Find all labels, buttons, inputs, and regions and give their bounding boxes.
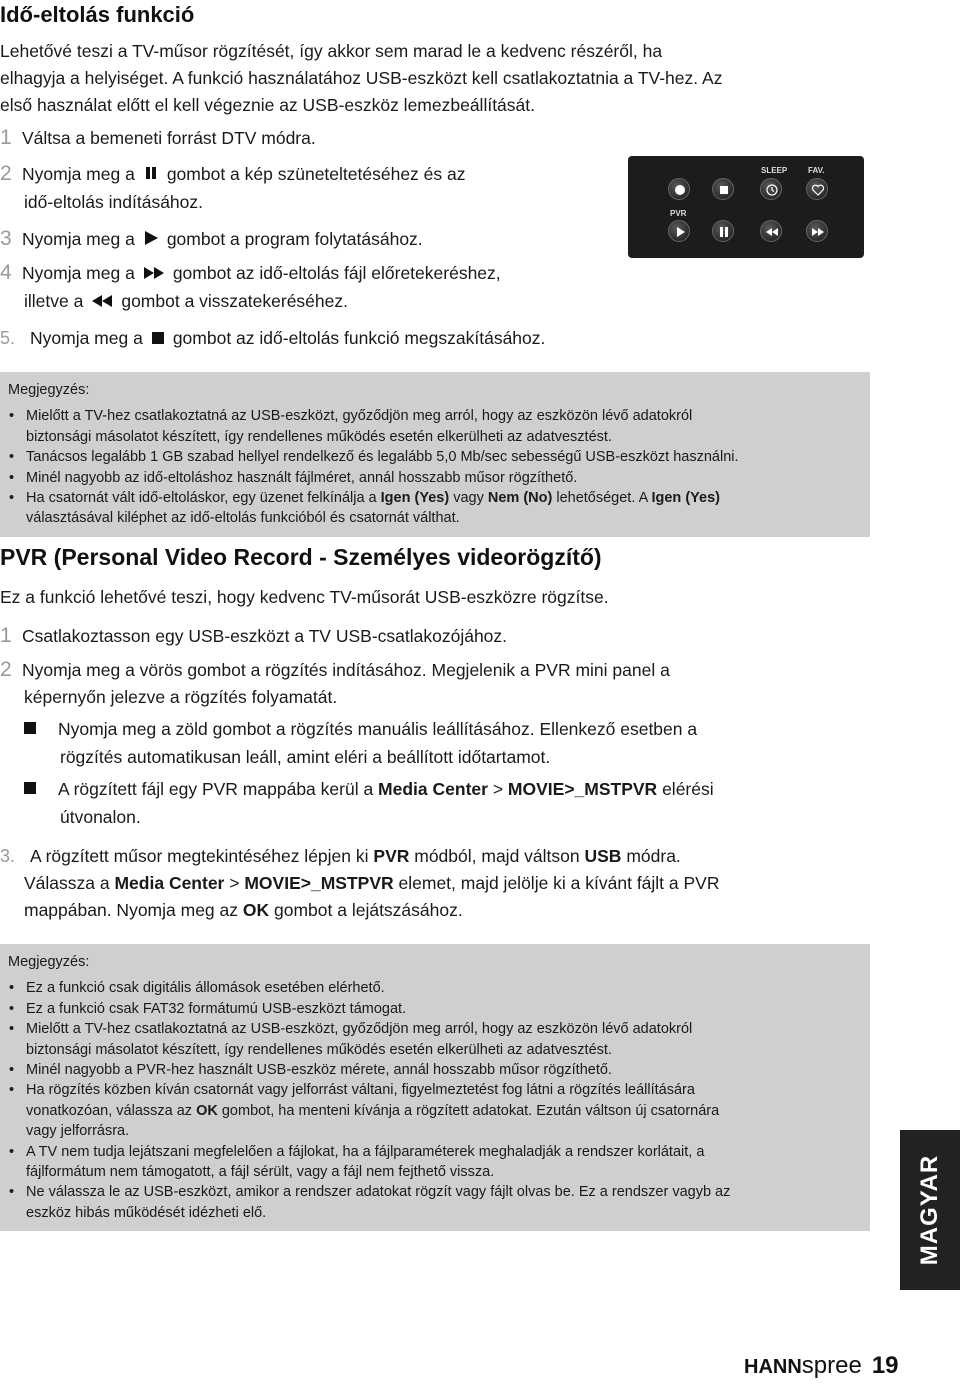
step-text: gombot az idő-eltolás funkció megszakításához. xyxy=(172,328,546,348)
step-5 xyxy=(0,325,545,353)
favorite-button[interactable] xyxy=(806,178,828,200)
step-text: gombot a kép szüneteltetéséhez és az xyxy=(166,164,466,184)
play-icon xyxy=(143,227,159,254)
step-3 xyxy=(0,225,423,254)
pause-button[interactable] xyxy=(712,220,734,242)
step-1 xyxy=(0,124,316,152)
note-title: Megjegyzés: xyxy=(8,954,90,970)
note-box-1 xyxy=(0,372,870,537)
note-box-2 xyxy=(0,944,870,1231)
language-tab-label: MAGYAR xyxy=(916,1154,943,1266)
bullet-text: rögzítés automatikusan leáll, amint eléri a beállított időtartamot. xyxy=(60,746,551,767)
step-4 xyxy=(0,259,501,316)
bullet-text: Nyomja meg a zöld gombot a rögzítés manuális leállításához. Ellenkező esetben a xyxy=(58,719,698,739)
intro-line: Lehetővé teszi a TV-műsor rögzítését, így akkor sem marad le a kedvenc részéről, ha xyxy=(0,41,663,61)
page-number: 19 xyxy=(871,1352,899,1379)
square-bullet-icon xyxy=(24,782,36,794)
pvr-bullet-1 xyxy=(24,716,697,771)
note-item: • Minél nagyobb a PVR-hez használt USB-eszköz mérete, annál hosszabb műsor rögzíthető. xyxy=(8,1060,858,1080)
rewind-button[interactable] xyxy=(760,220,782,242)
step-2 xyxy=(0,160,466,216)
step-text: Nyomja meg a xyxy=(22,164,135,184)
fast-forward-icon xyxy=(143,261,165,288)
intro-line: elhagyja a helyiséget. A funkció használatához USB-eszközt kell csatlakoztatnia a TV-hez. Az xyxy=(0,68,723,88)
language-tab xyxy=(900,1130,960,1290)
pvr-step-1 xyxy=(0,622,507,650)
step-number: 5. xyxy=(0,328,16,348)
step-text: gombot az idő-eltolás fájl előretekeréshez, xyxy=(172,263,501,283)
step-text: idő-eltolás indításához. xyxy=(24,192,203,212)
note-item: • Ne válassza le az USB-eszközt, amikor a rendszer adatokat rögzít vagy fájlt olvas be. Ez a rendszer vagyb az eszköz hibás működését idézheti elő. xyxy=(8,1182,858,1223)
note-item: • Ha csatornát vált idő-eltoláskor, egy üzenet felkínálja a Igen (Yes) vagy Nem (No) lehetőséget. A Igen (Yes) választásával kiléphet az idő-eltolás funkcióból és csatornát válthat. xyxy=(8,488,858,529)
step-number: 2 xyxy=(0,658,12,681)
fast-forward-button[interactable] xyxy=(806,220,828,242)
intro-line: első használat előtt el kell végeznie az USB-eszköz lemezbeállítását. xyxy=(0,95,535,115)
pvr-bullet-2: A rögzített fájl egy PVR mappába kerül a Media Center > MOVIE>_MSTPVR elérési útvonalon. xyxy=(24,776,714,831)
brand-logo-spree: spree xyxy=(801,1352,862,1379)
step-text: Nyomja meg a xyxy=(22,263,135,283)
step-number: 1 xyxy=(0,624,12,647)
section-title-timeshift: Idő-eltolás funkció xyxy=(0,2,195,27)
step-text: gombot a program folytatásához. xyxy=(166,229,423,249)
page-footer xyxy=(744,1352,899,1380)
note-title: Megjegyzés: xyxy=(8,382,90,398)
step-text: képernyőn jelezve a rögzítés folyamatát. xyxy=(24,687,338,707)
step-text: gombot a visszatekeréséhez. xyxy=(121,291,348,311)
remote-control-panel xyxy=(628,156,864,258)
stop-icon xyxy=(151,326,165,353)
note-item: • Mielőtt a TV-hez csatlakoztatná az USB-eszközt, győződjön meg arról, hogy az eszközön lévő adatokról biztonsági másolatot készített, így rendellenes működés esetén elkerülheti az adatvesztést. xyxy=(8,1019,858,1060)
step-text: Nyomja meg a vörös gombot a rögzítés indításához. Megjelenik a PVR mini panel a xyxy=(22,660,670,680)
step-number: 3 xyxy=(0,227,12,250)
note-item: • A TV nem tudja lejátszani megfelelően a fájlokat, ha a fájlparaméterek meghaladják a rendszer korlátait, a fájlformátum nem támogatott, a fájl sérült, vagy a fájl nem fejthető vissza. xyxy=(8,1142,858,1183)
step-text: Csatlakoztasson egy USB-eszközt a TV USB-csatlakozójához. xyxy=(22,626,508,646)
square-bullet-icon xyxy=(24,722,36,734)
stop-button[interactable] xyxy=(712,178,734,200)
record-button[interactable] xyxy=(668,178,690,200)
pvr-step-2 xyxy=(0,656,670,711)
step-text: illetve a xyxy=(24,291,84,311)
sleep-button[interactable] xyxy=(760,178,782,200)
note-item: • Ez a funkció csak FAT32 formátumú USB-eszközt támogat. xyxy=(8,999,858,1019)
note-item: • Minél nagyobb az idő-eltoláshoz használt fájlméret, annál hosszabb műsor rögzíthető. xyxy=(8,468,858,488)
brand-logo-hann: HANN xyxy=(744,1356,802,1378)
pvr-intro: Ez a funkció lehetővé teszi, hogy kedvenc TV-műsorát USB-eszközre rögzítse. xyxy=(0,587,609,607)
step-number: 3. xyxy=(0,846,16,866)
note-item: • Tanácsos legalább 1 GB szabad hellyel rendelkező és legalább 5,0 Mb/sec sebességű USB-eszközt használni. xyxy=(8,447,858,467)
note-item: • Ha rögzítés közben kíván csatornát vagy jelforrást váltani, figyelmeztetést fog látni a rögzítés leállítására vonatkozóan, válassza az OK gombot, ha menteni kívánja a rögzített adatokat. Ezután váltson új csatornára vagy jelforrásra. xyxy=(8,1080,858,1141)
pvr-step-3: 3. A rögzített műsor megtekintéséhez lépjen ki PVR módból, majd váltson USB módra. Válassza a Media Center > MOVIE>_MSTPVR elemet, majd jelölje ki a kívánt fájlt a PVR mappában. Nyomja meg az OK gombot a lejátszásához. xyxy=(0,843,720,924)
step-text: Váltsa a bemeneti forrást DTV módra. xyxy=(22,128,316,148)
note-item: • Mielőtt a TV-hez csatlakoztatná az USB-eszközt, győződjön meg arról, hogy az eszközön lévő adatokról biztonsági másolatot készített, így rendellenes működés esetén elkerülheti az adatvesztést. xyxy=(8,406,858,447)
pause-icon xyxy=(143,162,159,189)
step-text: Nyomja meg a xyxy=(22,229,135,249)
pvr-label: PVR xyxy=(670,209,687,218)
intro-paragraph xyxy=(0,38,722,119)
step-number: 2 xyxy=(0,162,12,185)
rewind-icon xyxy=(91,289,113,316)
note-item: • Ez a funkció csak digitális állomások esetében elérhető. xyxy=(8,978,858,998)
step-text: Nyomja meg a xyxy=(30,328,143,348)
step-number: 4 xyxy=(0,261,12,284)
play-button[interactable] xyxy=(668,220,690,242)
bullet-text: útvonalon. xyxy=(60,806,141,827)
step-number: 1 xyxy=(0,126,12,149)
sleep-label: SLEEP xyxy=(761,166,788,175)
section-title-pvr: PVR (Personal Video Record - Személyes videorögzítő) xyxy=(0,544,602,570)
fav-label: FAV. xyxy=(808,166,825,175)
